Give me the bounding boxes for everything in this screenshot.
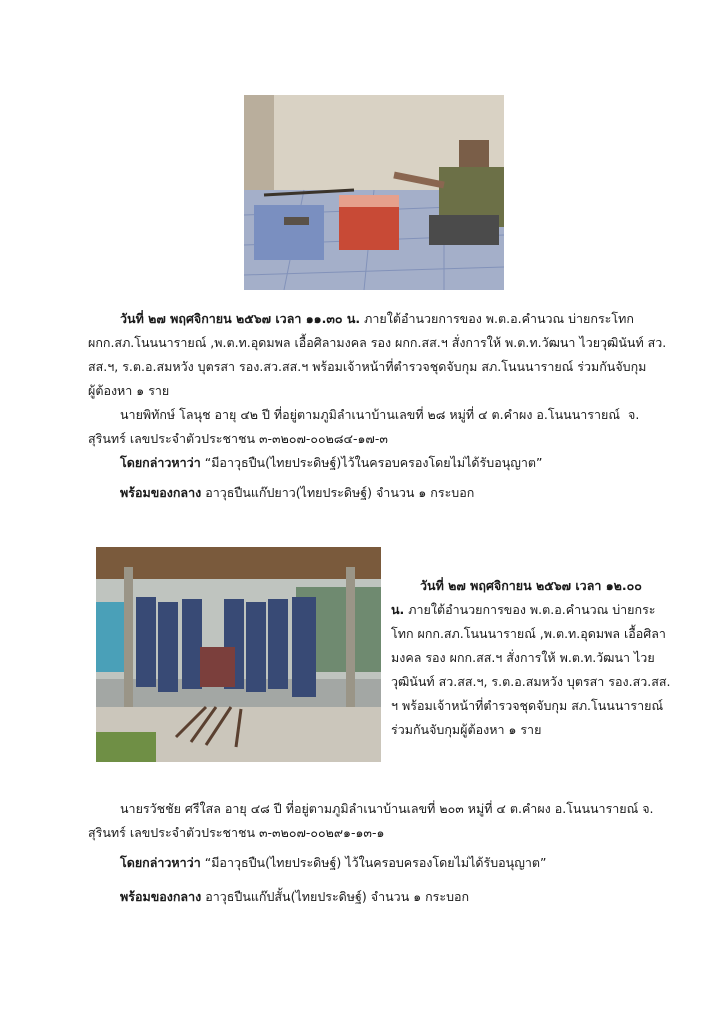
record1-charge-label: โดยกล่าวหาว่า (120, 455, 201, 470)
record2-side-line5: วุฒินันท์ สว.สส.ฯ, ร.ต.อ.สมหวัง บุตรสา รอง.สว.สส. (391, 674, 671, 689)
record2-suspect-line2: สุรินทร์ เลขประจำตัวประชาชน ๓-๓๒๐๗-๐๐๒๙๑-๑๓-๑ (88, 825, 385, 840)
record1-para-line4: ผู้ต้องหา ๑ ราย (88, 383, 170, 398)
record1-date: วันที่ ๒๗ พฤศจิกายน ๒๕๖๗ เวลา ๑๑.๓๐ น. (120, 311, 361, 326)
record2-charge-label: โดยกล่าวหาว่า (120, 855, 201, 870)
evidence-photo-1 (244, 95, 504, 290)
record2-side-line7: ร่วมกันจับกุมผู้ต้องหา ๑ ราย (391, 722, 542, 737)
record1-suspect-line2: สุรินทร์ เลขประจำตัวประชาชน ๓-๓๒๐๗-๐๐๒๘๔-๑๗-๓ (88, 431, 388, 446)
record1-evidence-text: อาวุธปืนแก๊ปยาว(ไทยประดิษฐ์) จำนวน ๑ กระบอก (205, 485, 475, 500)
record1-para-line1 (120, 308, 634, 329)
record2-evidence-text: อาวุธปืนแก๊ปสั้น(ไทยประดิษฐ์) จำนวน ๑ กระบอก (205, 889, 470, 904)
record2-charge-text: “มีอาวุธปืน(ไทยประดิษฐ์) ไว้ในครอบครองโดยไม่ได้รับอนุญาต” (204, 855, 547, 870)
record2-side-line2-rest: ภายใต้อำนวยการของ พ.ต.อ.คำนวณ บ่ายกระ (404, 602, 656, 617)
record1-charge-text: “มีอาวุธปืน(ไทยประดิษฐ์)ไว้ในครอบครองโดยไม่ได้รับอนุญาต” (204, 455, 543, 470)
record1-suspect-line1b: จ. (628, 407, 640, 422)
record2-suspect-line1: นายรวัชชัย ศรีใสล อายุ ๔๘ ปี ที่อยู่ตามภูมิลำเนาบ้านเลขที่ ๒๐๓ หมู่ที่ ๔ ต.คำผง อ.โนนนารายณ์ จ. (120, 801, 654, 816)
record1-para-line1-rest: ภายใต้อำนวยการของ พ.ต.อ.คำนวณ บ่ายกระโทก (360, 311, 634, 326)
record1-suspect-line1a: นายพิทักษ์ โลนุช อายุ ๔๒ ปี ที่อยู่ตามภูมิลำเนาบ้านเลขที่ ๒๘ หมู่ที่ ๔ ต.คำผง อ.โนนนารายณ์ (120, 407, 620, 422)
record2-evidence (120, 886, 469, 907)
record2-charge (120, 852, 547, 873)
evidence-photo-2 (96, 547, 381, 762)
record1-para-line3: สส.ฯ, ร.ต.อ.สมหวัง บุตรสา รอง.สว.สส.ฯ พร้อมเจ้าหน้าที่ตำรวจชุดจับกุม สภ.โนนนารายณ์ ร่วมกันจับกุม (88, 359, 647, 374)
record1-charge (120, 452, 543, 473)
record2-side-line6: ฯ พร้อมเจ้าหน้าที่ตำรวจชุดจับกุม สภ.โนนนารายณ์ (391, 698, 664, 713)
record2-side-line3: โทก ผกก.สภ.โนนนารายณ์ ,พ.ต.ท.อุดมพล เอื้อศิลา (391, 626, 666, 641)
record2-side-line2-time-unit: น. (391, 602, 405, 617)
record1-evidence-label: พร้อมของกลาง (120, 485, 202, 500)
record2-side-line1: วันที่ ๒๗ พฤศจิกายน ๒๕๖๗ เวลา ๑๒.๐๐ (420, 578, 642, 593)
record2-side-line2 (391, 599, 656, 620)
record1-para-line2: ผกก.สภ.โนนนารายณ์ ,พ.ต.ท.อุดมพล เอื้อศิลามงคล รอง ผกก.สส.ฯ สั่งการให้ พ.ต.ท.วัฒนา ไวยวุฒินันท์ สว. (88, 335, 667, 350)
record1-evidence (120, 482, 474, 503)
record2-side-line4: มงคล รอง ผกก.สส.ฯ สั่งการให้ พ.ต.ท.วัฒนา ไวย (391, 650, 655, 665)
record2-evidence-label: พร้อมของกลาง (120, 889, 202, 904)
